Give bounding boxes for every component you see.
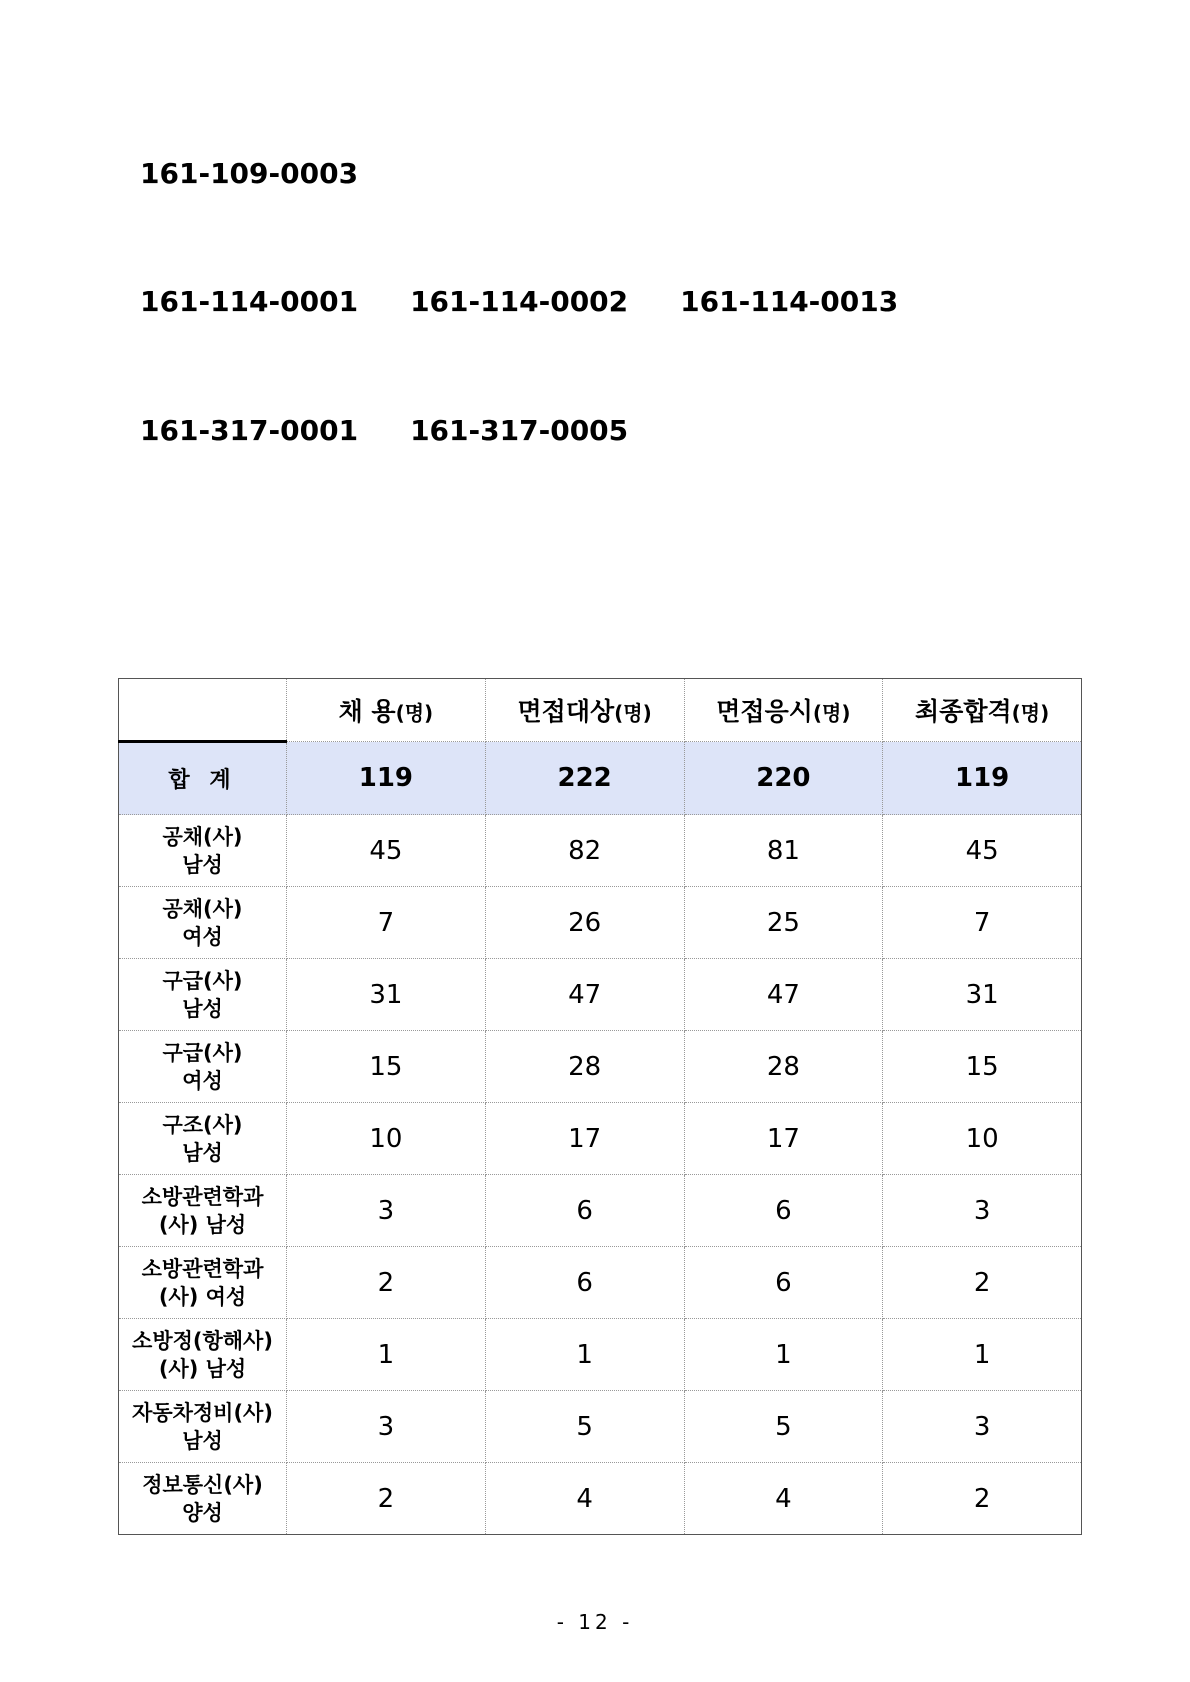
total-row <box>119 742 1082 815</box>
value-cell: 2 <box>883 1247 1082 1319</box>
value-cell: 1 <box>684 1319 883 1391</box>
value-cell: 1 <box>287 1319 486 1391</box>
value-cell: 82 <box>485 815 684 887</box>
code-number: 161-114-0002 <box>410 285 629 318</box>
value-cell: 6 <box>684 1175 883 1247</box>
row-label-text: 남성 <box>182 996 223 1021</box>
row-label <box>119 815 287 887</box>
row-label-text: 자동차정비(사) <box>132 1400 273 1425</box>
recruitment-result-table <box>118 678 1082 1535</box>
row-label-text: 공채(사) <box>162 824 243 849</box>
total-label: 합 계 <box>119 742 287 815</box>
table-row <box>119 815 1082 887</box>
value-cell: 5 <box>485 1391 684 1463</box>
code-number: 161-114-0013 <box>680 285 899 318</box>
row-label <box>119 1175 287 1247</box>
value-cell: 17 <box>684 1103 883 1175</box>
value-cell: 15 <box>883 1031 1082 1103</box>
value-cell: 3 <box>287 1175 486 1247</box>
value-cell: 5 <box>684 1391 883 1463</box>
region-header: 부 산 <box>119 679 287 742</box>
value-cell: 81 <box>684 815 883 887</box>
value-cell: 2 <box>973 1483 991 1514</box>
code-line-2 <box>140 285 898 318</box>
table-row <box>119 1463 1082 1535</box>
value-cell: 2 <box>287 1247 486 1319</box>
row-label <box>119 887 287 959</box>
value-cell: 7 <box>287 887 486 959</box>
header-hired: 채 용(명) <box>287 679 486 742</box>
table-header-row <box>119 679 1082 742</box>
row-label <box>119 1031 287 1103</box>
value-cell: 2 <box>287 1463 486 1535</box>
value-cell: 31 <box>883 959 1082 1031</box>
value-cell: 3 <box>883 1391 1082 1463</box>
table-row <box>119 887 1082 959</box>
total-cell: 119 <box>883 742 1082 815</box>
row-label-text: (사) 남성 <box>158 1212 247 1237</box>
table-row <box>119 1391 1082 1463</box>
row-label-text: 정보통신(사) <box>142 1472 263 1497</box>
value-cell: 1 <box>485 1319 684 1391</box>
header-interview-target: 면접대상(명) <box>485 679 684 742</box>
value-cell: 47 <box>485 959 684 1031</box>
value-cell: 15 <box>287 1031 486 1103</box>
table-row <box>119 1319 1082 1391</box>
row-label-text: (사) 여성 <box>158 1284 247 1309</box>
code-number: 161-317-0005 <box>410 414 629 447</box>
row-label-text: 남성 <box>182 1140 223 1165</box>
table-row <box>119 1103 1082 1175</box>
value-cell: 45 <box>287 815 486 887</box>
row-label-text: (사) 남성 <box>158 1356 247 1381</box>
row-label-text: 여성 <box>182 1068 223 1093</box>
row-label-text: 남성 <box>182 852 223 877</box>
row-label-text: 남성 <box>182 1428 223 1453</box>
code-number: 161-317-0001 <box>140 414 359 447</box>
row-label-text: 소방관련학과 <box>141 1256 264 1281</box>
row-label-text: 소방관련학과 <box>141 1184 264 1209</box>
value-cell: 10 <box>883 1103 1082 1175</box>
value-cell: 45 <box>883 815 1082 887</box>
value-cell: 31 <box>287 959 486 1031</box>
total-cell: 119 <box>287 742 486 815</box>
value-cell: 6 <box>485 1247 684 1319</box>
table-row <box>119 1247 1082 1319</box>
value-cell: 4 <box>684 1463 883 1535</box>
row-label-text: 여성 <box>182 924 223 949</box>
row-label <box>119 1103 287 1175</box>
code-number: 161-109-0003 <box>140 157 359 190</box>
code-line-3 <box>140 414 628 447</box>
row-label <box>119 1247 287 1319</box>
table-row <box>119 1031 1082 1103</box>
value-cell: 4 <box>485 1463 684 1535</box>
row-label-text: 소방정(항해사) <box>132 1328 273 1353</box>
row-label-text: 구급(사) <box>162 1040 243 1065</box>
total-cell: 220 <box>684 742 883 815</box>
value-cell: 7 <box>883 887 1082 959</box>
table-row <box>119 1175 1082 1247</box>
page-number: - 12 - <box>556 1610 634 1634</box>
row-label <box>119 1391 287 1463</box>
row-label <box>119 1319 287 1391</box>
value-cell: 25 <box>684 887 883 959</box>
value-cell: 26 <box>485 887 684 959</box>
row-label-text: 구조(사) <box>162 1112 243 1137</box>
value-cell: 6 <box>485 1175 684 1247</box>
value-cell: 3 <box>883 1175 1082 1247</box>
value-cell: 28 <box>684 1031 883 1103</box>
value-cell: 17 <box>485 1103 684 1175</box>
row-label <box>119 959 287 1031</box>
header-interview-attended: 면접응시(명) <box>684 679 883 742</box>
value-cell: 6 <box>684 1247 883 1319</box>
value-cell: 47 <box>684 959 883 1031</box>
value-cell: 28 <box>485 1031 684 1103</box>
total-cell: 222 <box>485 742 684 815</box>
value-cell: 10 <box>287 1103 486 1175</box>
row-label-text: 구급(사) <box>162 968 243 993</box>
value-cell: 1 <box>883 1319 1082 1391</box>
row-label-text: 공채(사) <box>162 896 243 921</box>
value-cell: 3 <box>287 1391 486 1463</box>
code-line-1 <box>140 157 358 190</box>
header-final-pass: 최종합격(명) <box>883 679 1082 742</box>
row-label <box>119 1463 287 1535</box>
table-row <box>119 959 1082 1031</box>
row-label-text: 양성 <box>182 1500 223 1525</box>
code-number: 161-114-0001 <box>140 285 359 318</box>
